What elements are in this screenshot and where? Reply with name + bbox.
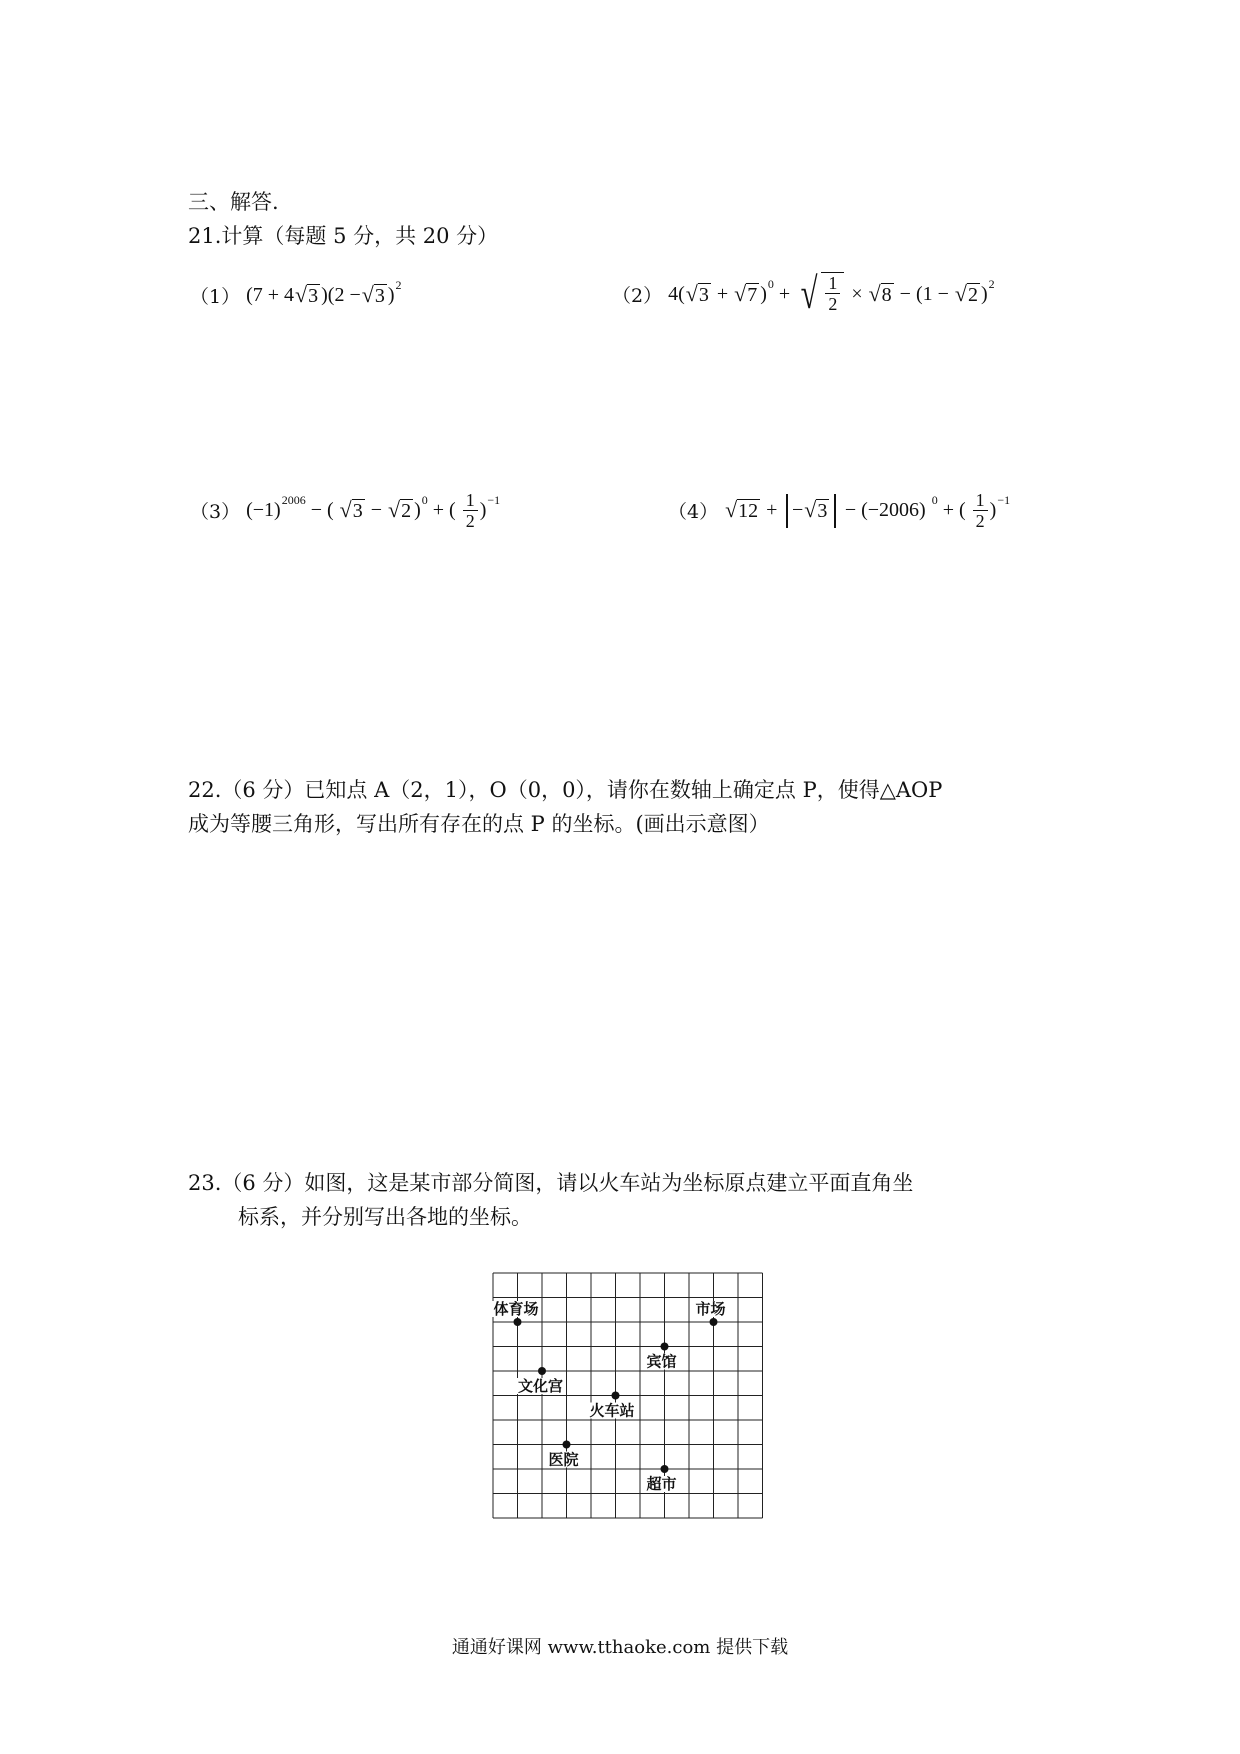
place-point (563, 1441, 571, 1449)
footer: 通通好课网 www.tthaoke.com 提供下载 (451, 1637, 789, 1658)
operator: − (370, 499, 383, 521)
problem-label: （1） (190, 286, 241, 308)
numerator: 1 (825, 273, 840, 294)
denominator: 2 (465, 511, 475, 531)
denominator: 2 (828, 294, 838, 314)
sqrt-expr: √ 3 (685, 280, 709, 306)
expr-text: ) (479, 499, 487, 521)
expr-text: ) (980, 282, 988, 305)
place-label: 医院 (548, 1450, 579, 1469)
problem-label: （3） (190, 501, 241, 523)
radicand: 3 (817, 500, 828, 522)
radicand: 3 (698, 283, 709, 306)
operator: × (851, 282, 863, 305)
sqrt-expr: √ 8 (868, 280, 892, 306)
sqrt-expr: √ 3 (804, 497, 828, 522)
numerator: 1 (463, 490, 478, 511)
radicand: 2 (401, 500, 412, 522)
place-point (661, 1465, 669, 1473)
fraction (825, 273, 840, 314)
exponent: −1 (997, 493, 1011, 507)
place-point (612, 1392, 620, 1400)
q21-problem-1 (190, 278, 402, 309)
denominator: 2 (975, 511, 985, 531)
expr-text: )(2 − (321, 284, 361, 306)
exponent: 0 (931, 493, 938, 507)
expr-text: − ( (310, 499, 334, 521)
q21-problem-4 (668, 490, 1010, 531)
q21-title: 21.计算（每题 5 分，共 20 分） (188, 224, 499, 248)
numerator: 1 (973, 490, 988, 511)
radicand: 12 (738, 500, 759, 522)
radicand: 3 (352, 500, 363, 522)
q21-problem-3 (190, 490, 500, 531)
abs-bar-left (786, 494, 788, 528)
q23-line-1: 23.（6 分）如图，这是某市部分简图，请以火车站为坐标原点建立平面直角坐 (188, 1171, 914, 1195)
expr-text: ) (387, 284, 395, 306)
radicand: 3 (308, 285, 319, 307)
expr-text: ) (760, 282, 767, 305)
place-label: 宾馆 (646, 1352, 677, 1371)
place-label: 火车站 (589, 1401, 635, 1420)
operator: − (791, 499, 804, 521)
q22-line-1: 22.（6 分）已知点 A（2，1），O（0，0），请你在数轴上确定点 P，使得△AOP (188, 778, 943, 802)
expr-text: ) (989, 499, 997, 521)
problem-label: （4） (668, 501, 719, 523)
expr-text: ) (414, 499, 421, 521)
place-point (710, 1318, 718, 1326)
problem-label: （2） (612, 284, 663, 307)
abs-bar-right (834, 494, 836, 528)
expr-text: − (1 − (899, 282, 949, 305)
sqrt-expr: √ 12 (725, 497, 759, 522)
map-places (493, 1300, 727, 1493)
sqrt-expr: √ 2 (388, 497, 412, 522)
place-point (514, 1318, 522, 1326)
radicand: 2 (967, 283, 978, 306)
sqrt-expr: √ 3 (339, 497, 363, 522)
place-label: 文化宫 (518, 1377, 564, 1395)
expr-text: 4( (668, 282, 685, 305)
exponent: 2 (988, 276, 995, 291)
q21-problem-2 (612, 269, 995, 318)
expr-text: − (−2006) (844, 499, 926, 521)
exponent: 2 (395, 278, 402, 292)
operator: + (778, 282, 791, 305)
place-point (661, 1343, 669, 1351)
expr-text: + ( (432, 499, 456, 521)
fraction (463, 490, 478, 531)
q23-line-2: 标系，并分别写出各地的坐标。 (238, 1205, 532, 1229)
operator: + (766, 499, 778, 521)
q22-line-2: 成为等腰三角形，写出所有存在的点 P 的坐标。(画出示意图） (188, 812, 770, 836)
sqrt-expr: √ 7 (734, 280, 758, 306)
expr-text: (−1) (246, 499, 281, 521)
radicand: 8 (881, 283, 892, 306)
place-point (538, 1367, 546, 1375)
section-heading: 三、解答. (188, 190, 279, 214)
radicand: 3 (374, 285, 385, 307)
sqrt-expr: √ 2 (954, 280, 978, 306)
exponent: −1 (487, 493, 501, 507)
exponent: 0 (421, 493, 428, 507)
place-label: 超市 (646, 1475, 677, 1493)
expr-text: (7 + 4 (246, 284, 295, 306)
sqrt-fraction: √ $\frac{1}{2}$ (797, 272, 844, 316)
exponent: 0 (767, 276, 774, 291)
radicand: 7 (747, 283, 758, 306)
sqrt-expr: √ 3 (361, 282, 385, 307)
operator: + (716, 282, 729, 305)
sqrt-expr: √ 3 (295, 282, 319, 307)
exponent: 2006 (281, 493, 306, 507)
expr-text: + ( (942, 499, 966, 521)
place-label: 市场 (695, 1300, 726, 1318)
place-label: 体育场 (493, 1300, 539, 1318)
fraction (973, 490, 988, 531)
city-map-grid (492, 1272, 768, 1522)
